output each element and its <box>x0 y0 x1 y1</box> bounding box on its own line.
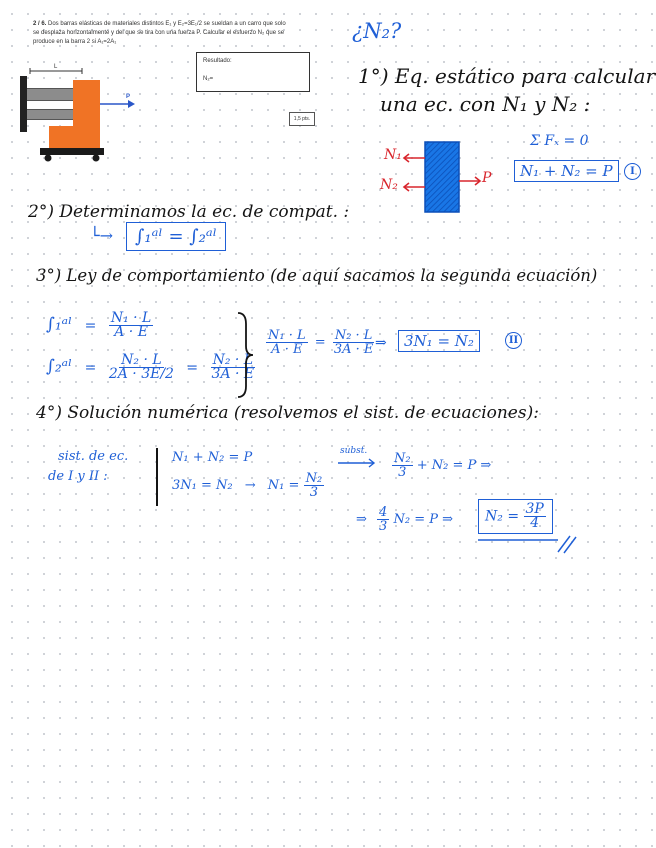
cart-base <box>40 148 104 155</box>
system-eq-a: N₁ + N₂ = P <box>172 450 253 465</box>
system-label-line1: sist. de ec. <box>58 449 129 464</box>
behavior-line-1: ∫₁ᵃˡ = $\frac{\text{N₁ · L}}{A \cdot E}$ <box>46 310 152 340</box>
step4-heading: 4°) Solución numérica (resolvemos el sist. de ecuaciones): <box>36 403 539 423</box>
equation-I: N₁ + N₂ = P <box>514 160 619 182</box>
combined-fraction-1: $\frac{\text{N₁ · L}}{A \cdot E}$ <box>268 328 306 357</box>
system-eq-b: 3N₁ = N₂ → N₁ = $\frac{\text{N₂}}{3}$ <box>172 471 323 500</box>
result-box <box>196 52 310 92</box>
wheel-right <box>93 155 100 162</box>
subst-arrow <box>336 456 380 470</box>
subst-fraction: $\frac{\text{N₂}}{3}$ <box>394 451 411 480</box>
fbd-label-p: P <box>482 170 492 186</box>
force-label: P <box>126 94 131 100</box>
final-answer: N₂ = $\frac{3P}{4}$ <box>478 499 553 534</box>
wall <box>20 76 27 132</box>
n1-fraction: $\frac{\text{N₂}}{3}$ <box>305 471 323 500</box>
points-badge: 1,5 pts. <box>289 112 315 126</box>
system-divider <box>156 448 158 506</box>
final-fraction: $\frac{4}{3}$ <box>379 505 388 534</box>
delta2-fraction-1: $\frac{\text{N₂ · L}}{2A \cdot 3E/2}$ <box>108 352 174 382</box>
subst-label: subst. <box>340 446 368 456</box>
question-n2: ¿N₂? <box>352 19 402 43</box>
step2-arrow: └→ <box>90 226 114 245</box>
step1-heading-line2: una ec. con N₁ y N₂ : <box>380 92 591 116</box>
result-variable: N₂= <box>203 76 214 82</box>
fbd-label-n1: N₁ <box>384 147 402 163</box>
problem-number: 2 / 6. <box>33 21 47 27</box>
step3-heading: 3°) Ley de comportamiento (de aquí sacamos la segunda ecuación) <box>36 266 598 285</box>
equation-II: 3N₁ = N₂ <box>398 330 480 352</box>
system-label-line2: de I y II : <box>48 469 108 484</box>
cart-figure <box>16 60 141 165</box>
compatibility-equation: ∫₁ᵃˡ = ∫₂ᵃˡ <box>126 222 226 251</box>
combined-arrow: ⇒ <box>375 335 387 351</box>
fbd-label-n2: N₂ <box>380 177 398 193</box>
wheel-left <box>45 155 52 162</box>
sum-fx: Σ Fₓ = 0 <box>530 133 589 149</box>
behavior-line-2: ∫₂ᵃˡ = $\frac{\text{N₂ · L}}{2A \cdot 3E/2}$ = $\frac{\text{N₂ · L}}{3A \cdot E}$ <box>46 352 255 382</box>
answer-fraction: $\frac{3P}{4}$ <box>525 501 544 531</box>
substituted-equation: $\frac{\text{N₂}}{3}$ + N₂ = P ⇒ <box>394 451 492 480</box>
length-label: L <box>54 64 58 70</box>
bar-1 <box>27 89 73 100</box>
result-label: Resultado: <box>203 58 232 64</box>
combined-equation: $\frac{\text{N₁ · L}}{A \cdot E}$ = $\frac{\text{N₂ · L}}{3A \cdot E}$ <box>268 328 374 357</box>
tag-II: II <box>505 332 522 349</box>
delta1-symbol: ∫₁ᵃˡ <box>46 314 73 335</box>
step2-heading: 2°) Determinamos la ec. de compat. : <box>28 202 350 222</box>
combined-fraction-2: $\frac{\text{N₂ · L}}{3A \cdot E}$ <box>333 328 374 357</box>
step1-heading-line1: 1°) Eq. estático para calcular <box>358 64 656 88</box>
problem-statement <box>33 20 333 47</box>
bar-2 <box>27 110 73 119</box>
delta2-symbol: ∫₂ᵃˡ <box>46 356 73 377</box>
cart-block <box>425 142 459 212</box>
brace <box>234 310 256 400</box>
delta2-fraction-2: $\frac{\text{N₂ · L}}{3A \cdot E}$ <box>211 352 255 382</box>
statement-line-2: se desplaza horizontalmente y del que se tira con una fuerza P. Calcular el esfuerzo N₂ que se <box>33 30 285 36</box>
statement-line-1: Dos barras elásticas de materiales distintos E₁ y E₂=3E₁/2 se sueldan a un carro que solo <box>48 21 286 27</box>
tag-I: I <box>624 163 641 180</box>
statement-line-3: produce en la barra 2 si A₁=2A₁ <box>33 39 117 45</box>
answer-underline <box>474 530 584 556</box>
final-step: ⇒ $\frac{4}{3}$ N₂ = P ⇒ <box>356 505 453 534</box>
delta1-fraction: $\frac{\text{N₁ · L}}{A \cdot E}$ <box>110 310 152 340</box>
